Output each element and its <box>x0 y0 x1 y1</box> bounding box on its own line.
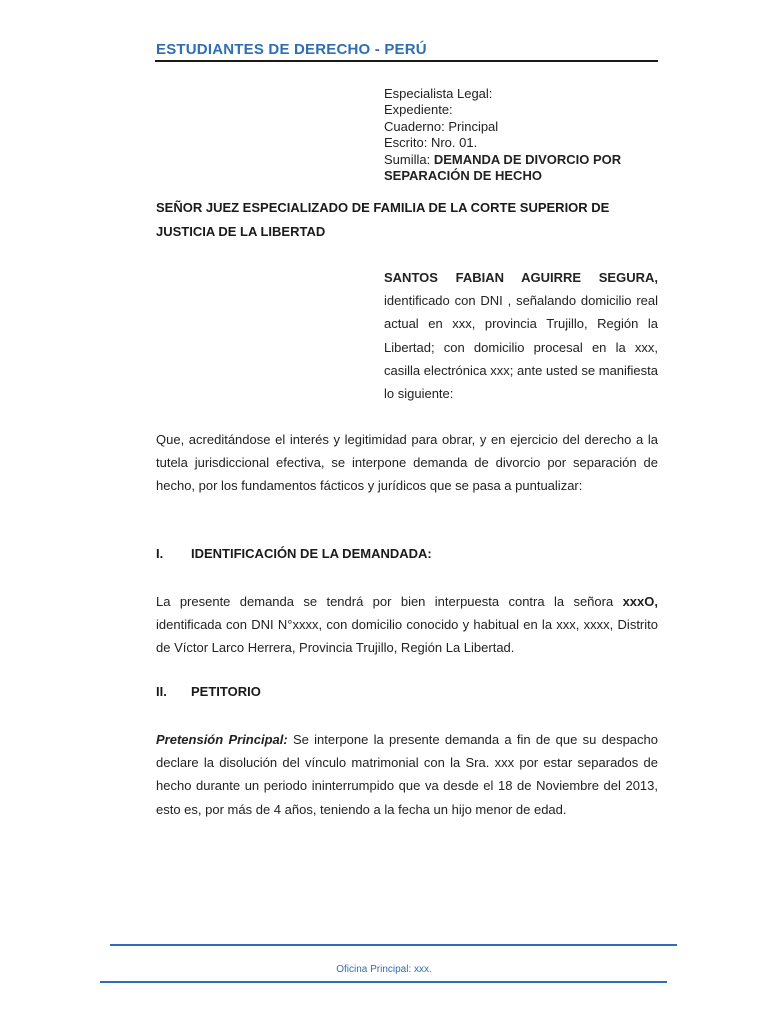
sec2-lead: Pretensión Principal: <box>156 732 288 747</box>
meta-especialista: Especialista Legal: <box>384 86 493 101</box>
meta-escrito: Escrito: Nro. 01. <box>384 135 478 151</box>
sec1-text-before: La presente demanda se tendrá por bien interpuesta contra la señora <box>156 594 623 609</box>
sec1-highlight: xxxO, <box>622 594 658 609</box>
section-paragraph-2 <box>156 728 658 821</box>
meta-cuaderno: Cuaderno: Principal <box>384 118 499 134</box>
section-heading-2 <box>156 684 261 699</box>
meta-sumilla <box>384 152 621 168</box>
meta-sumilla-cont <box>384 168 621 184</box>
intro-paragraph: Que, acreditándose el interés y legitimidad para obrar, y en ejercicio del derecho a la tutela jurisdiccional efectiva, se interpone demanda de divorcio por separación de hecho, por los fundamentos fácticos y jurídicos que se pasa a puntualizar: <box>156 432 658 494</box>
addressee: SEÑOR JUEZ ESPECIALIZADO DE FAMILIA DE LA CORTE SUPERIOR DE JUSTICIA DE LA LIBERTAD <box>156 200 610 239</box>
sumilla-label: Sumilla: <box>384 151 434 167</box>
case-metadata <box>384 86 621 184</box>
section-title-1: IDENTIFICACIÓN DE LA DEMANDADA: <box>191 546 432 561</box>
section-title-2: PETITORIO <box>191 684 261 699</box>
header-title: ESTUDIANTES DE DERECHO - PERÚ <box>156 41 427 58</box>
header-rule <box>155 60 658 62</box>
section-heading-1 <box>156 546 432 561</box>
party-block <box>384 266 658 405</box>
footer-text: Oficina Principal: xxx. <box>336 964 432 975</box>
party-details: identificado con DNI , señalando domicilio real actual en xxx, provincia Trujillo, Región la Libertad; con domicilio procesal en la xxx, casilla electrónica xxx; ante usted se manifiesta lo siguiente: <box>384 293 658 402</box>
meta-expediente: Expediente: <box>384 102 453 118</box>
section-number-2: II. <box>156 684 167 699</box>
section-number-1: I. <box>156 546 164 561</box>
sumilla-value: DEMANDA DE DIVORCIO POR <box>433 151 622 167</box>
footer-rule-top <box>110 944 677 946</box>
sumilla-value-cont: SEPARACIÓN DE HECHO <box>384 168 542 184</box>
party-name: SANTOS FABIAN AGUIRRE SEGURA, <box>384 270 658 285</box>
footer-rule-bottom <box>100 981 667 983</box>
sec2-text: Se interpone la presente demanda a fin de que su despacho declare la disolución del vínculo matrimonial con la Sra. xxx por estar separados de hecho durante un periodo ininterrumpido que va desde el 18 de Noviembre del 2013, esto es, por más de 4 años, teniendo a la fecha un hijo menor de edad. <box>156 732 658 817</box>
sec1-text-after: identificada con DNI N°xxxx, con domicilio conocido y habitual en la xxx, xxxx, Distrito de Víctor Larco Herrera, Provincia Trujillo, Región La Libertad. <box>156 617 658 656</box>
section-paragraph-1 <box>156 590 658 660</box>
